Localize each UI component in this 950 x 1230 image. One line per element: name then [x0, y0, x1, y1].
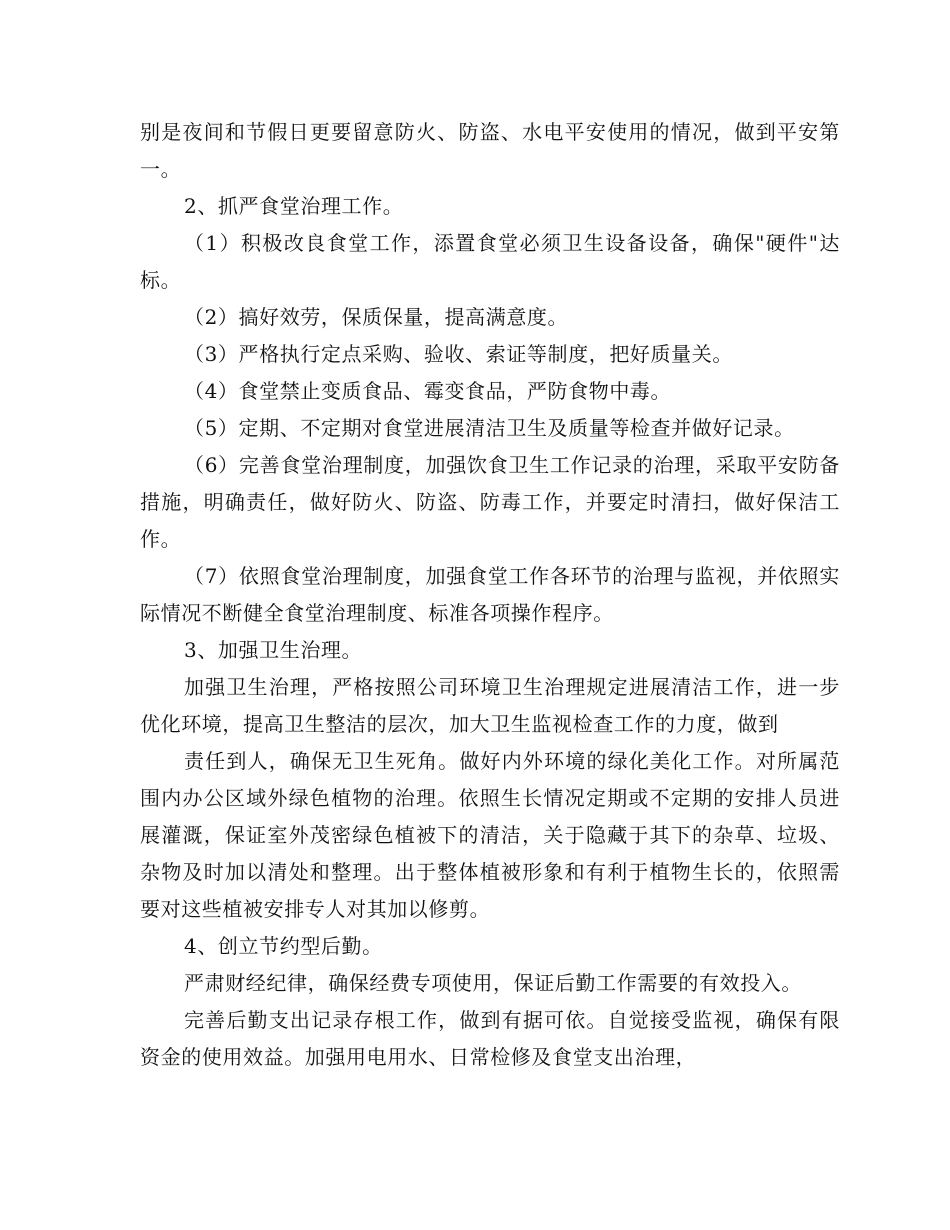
list-item: （2）搞好效劳，保质保量，提高满意度。 — [184, 305, 569, 329]
paragraph: 加强卫生治理，严格按照公司环境卫生治理规定进展清洁工作，进一步优化环境，提高卫生整洁的层次，加大卫生监视检查工作的力度，做到 — [140, 675, 840, 736]
paragraph: 严肃财经纪律，确保经费专项使用，保证后勤工作需要的有效投入。 — [184, 971, 802, 995]
list-item: （5）定期、不定期对食堂进展清洁卫生及质量等检查并做好记录。 — [184, 416, 795, 440]
paragraph: 别是夜间和节假日更要留意防火、防盗、水电平安使用的情况，做到平安第一。 — [140, 120, 840, 181]
list-item: （7）依照食堂治理制度，加强食堂工作各环节的治理与监视，并依照实际情况不断健全食堂治理制度、标准各项操作程序。 — [140, 564, 840, 625]
list-item: （4）食堂禁止变质食品、霉变食品，严防食物中毒。 — [184, 379, 672, 403]
section-heading: 2、抓严食堂治理工作。 — [184, 194, 404, 218]
section-heading: 4、创立节约型后勤。 — [184, 934, 383, 958]
paragraph: 完善后勤支出记录存根工作，做到有据可依。自觉接受监视，确保有限资金的使用效益。加强用电用水、日常检修及食堂支出治理， — [140, 1008, 840, 1069]
paragraph: 责任到人，确保无卫生死角。做好内外环境的绿化美化工作。对所属范围内办公区域外绿色植物的治理。依照生长情况定期或不定期的安排人员进展灌溉，保证室外茂密绿色植被下的清洁，关于隐藏于其下的杂草、垃圾、杂物及时加以清处和整理。出于整体植被形象和有利于植物生长的，依照需要对这些植被安排专人对其加以修剪。 — [140, 749, 840, 921]
list-item: （3）严格执行定点采购、验收、索证等制度，把好质量关。 — [184, 342, 733, 366]
section-heading: 3、加强卫生治理。 — [184, 638, 363, 662]
list-item: （6）完善食堂治理制度，加强饮食卫生工作记录的治理，采取平安防备措施，明确责任，做好防火、防盗、防毒工作，并要定时清扫，做好保洁工作。 — [140, 453, 840, 551]
list-item: （1）积极改良食堂工作，添置食堂必须卫生设备设备，确保"硬件"达标。 — [140, 231, 840, 292]
